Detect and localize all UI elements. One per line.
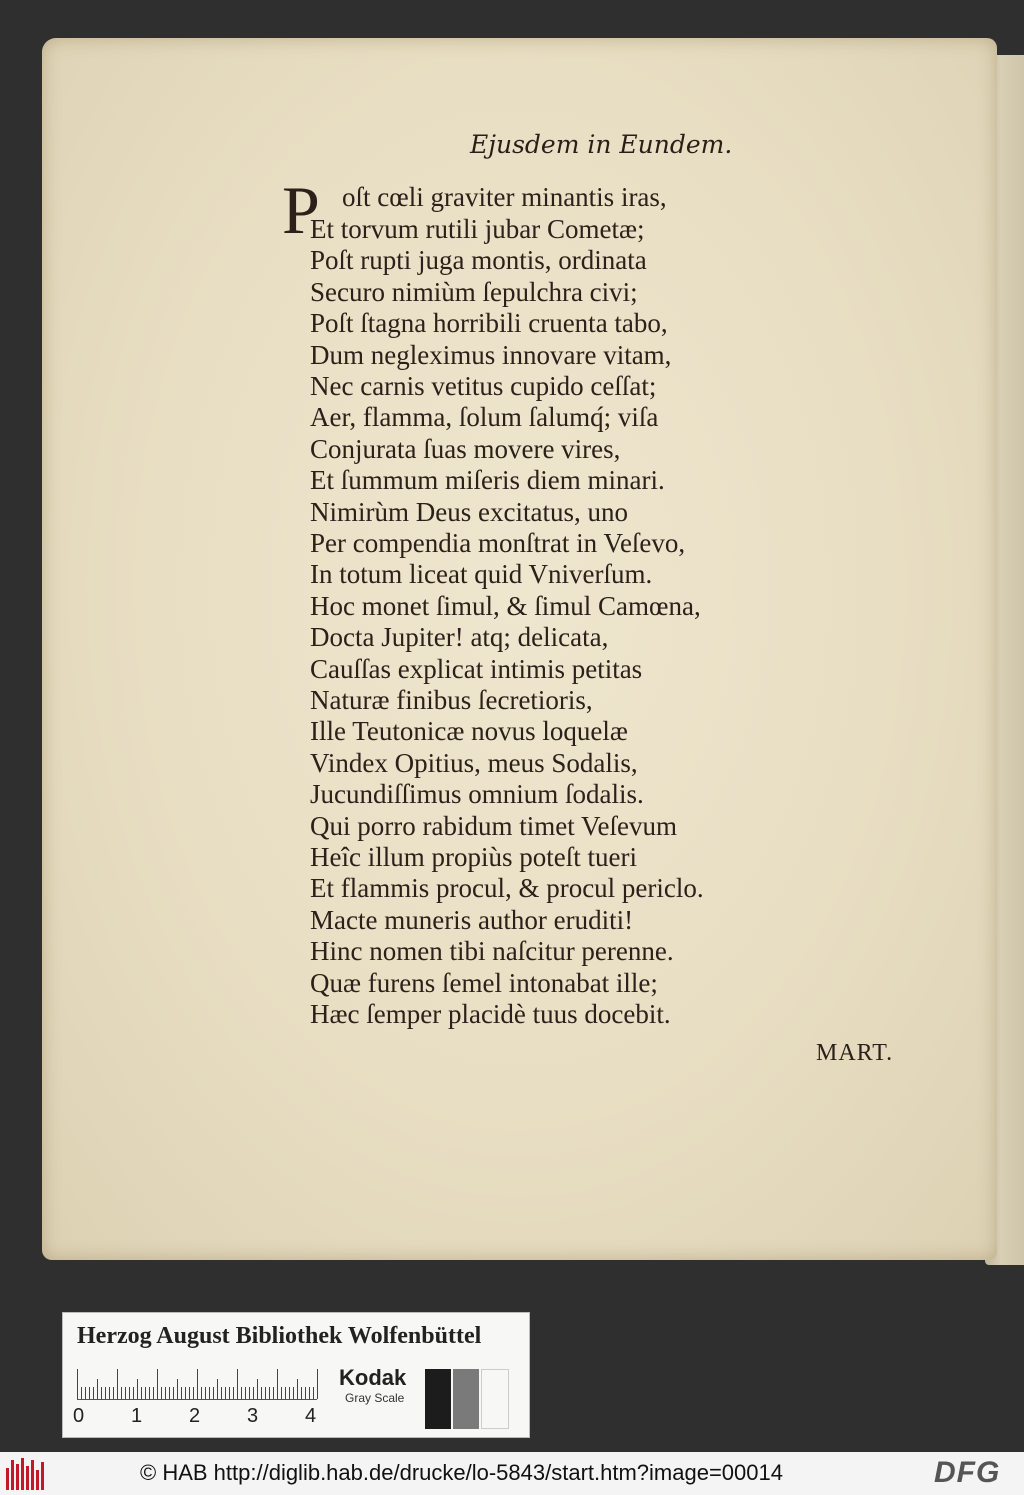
poem-line-19: Vindex Opitius, meus Sodalis,: [310, 747, 638, 778]
poem-line-4: Securo nimiùm ſepulchra civi;: [310, 276, 638, 307]
poem-line-26: Quæ furens ſemel intonabat ille;: [310, 967, 658, 998]
ruler-number: 3: [247, 1405, 259, 1427]
poem-line-9: Conjurata ſuas movere vires,: [310, 433, 621, 464]
poem-line-24: Macte muneris author eruditi!: [310, 904, 634, 935]
poem-line-8: Aer, flamma, ſolum ſalumq́; viſa: [310, 402, 659, 433]
poem-line-12: Per compendia monſtrat in Veſevo,: [310, 528, 686, 558]
kodak-subtitle: Gray Scale: [345, 1391, 405, 1405]
poem-line-25: Hinc nomen tibi naſcitur perenne.: [310, 936, 674, 967]
poem-line-15: Docta Jupiter! atq; delicata,: [310, 622, 609, 653]
color-calibration-strip: [62, 1312, 530, 1438]
library-name: Herzog August Bibliothek Wolfenbüttel: [77, 1323, 482, 1349]
poem-line-3: Poſt rupti juga montis, ordinata: [310, 245, 647, 276]
poem-line-17: Naturæ finibus ſecretioris,: [310, 685, 593, 715]
swatch-white: [481, 1369, 509, 1429]
drop-cap: P: [282, 172, 320, 248]
poem-line-16: Cauſſas explicat intimis petitas: [310, 653, 643, 684]
poem-line-13: In totum liceat quid Vniverſum.: [310, 559, 653, 590]
poem-line-5: Poſt ſtagna horribili cruenta tabo,: [310, 308, 668, 339]
dfg-logo: DFG: [934, 1456, 1001, 1489]
ruler-number: 1: [131, 1405, 143, 1427]
poem-line-7: Nec carnis vetitus cupido ceſſat;: [310, 371, 657, 401]
swatch-black: [425, 1369, 451, 1429]
ruler-number: 4: [305, 1405, 317, 1427]
swatch-gray: [453, 1369, 479, 1429]
ruler: [77, 1365, 317, 1400]
ruler-number: 2: [189, 1405, 201, 1427]
running-head: Ejusdem in Eundem.: [470, 130, 733, 159]
poem-line-6: Dum negleximus innovare vitam,: [310, 339, 672, 370]
footer-bar: [0, 1452, 1024, 1495]
signature: MART.: [816, 1040, 894, 1066]
poem-line-18: Ille Teutonicæ novus loquelæ: [310, 716, 628, 747]
kodak-brand: Kodak: [339, 1365, 407, 1390]
poem-line-2: Et torvum rutili jubar Cometæ;: [310, 214, 645, 244]
poem-line-20: Jucundiſſimus omnium ſodalis.: [310, 779, 644, 810]
poem-line-10: Et ſummum miſeris diem minari.: [310, 465, 665, 496]
poem-line-21: Qui porro rabidum timet Veſevum: [310, 810, 677, 841]
hab-logo-icon: [6, 1456, 46, 1490]
poem-line-23: Et flammis procul, & procul periclo.: [310, 873, 704, 904]
poem-line-22: Heîc illum propiùs poteſt tueri: [310, 842, 637, 872]
poem-line-1: oſt cœli graviter minantis iras,: [342, 182, 667, 212]
source-link[interactable]: © HAB http://diglib.hab.de/drucke/lo-5843/start.htm?image=00014: [140, 1460, 783, 1485]
poem-line-14: Hoc monet ſimul, & ſimul Camœna,: [310, 590, 701, 621]
poem-line-27: Hæc ſemper placidè tuus docebit.: [310, 999, 671, 1029]
ruler-number: 0: [73, 1405, 85, 1427]
poem-line-11: Nimirùm Deus excitatus, uno: [310, 496, 628, 527]
